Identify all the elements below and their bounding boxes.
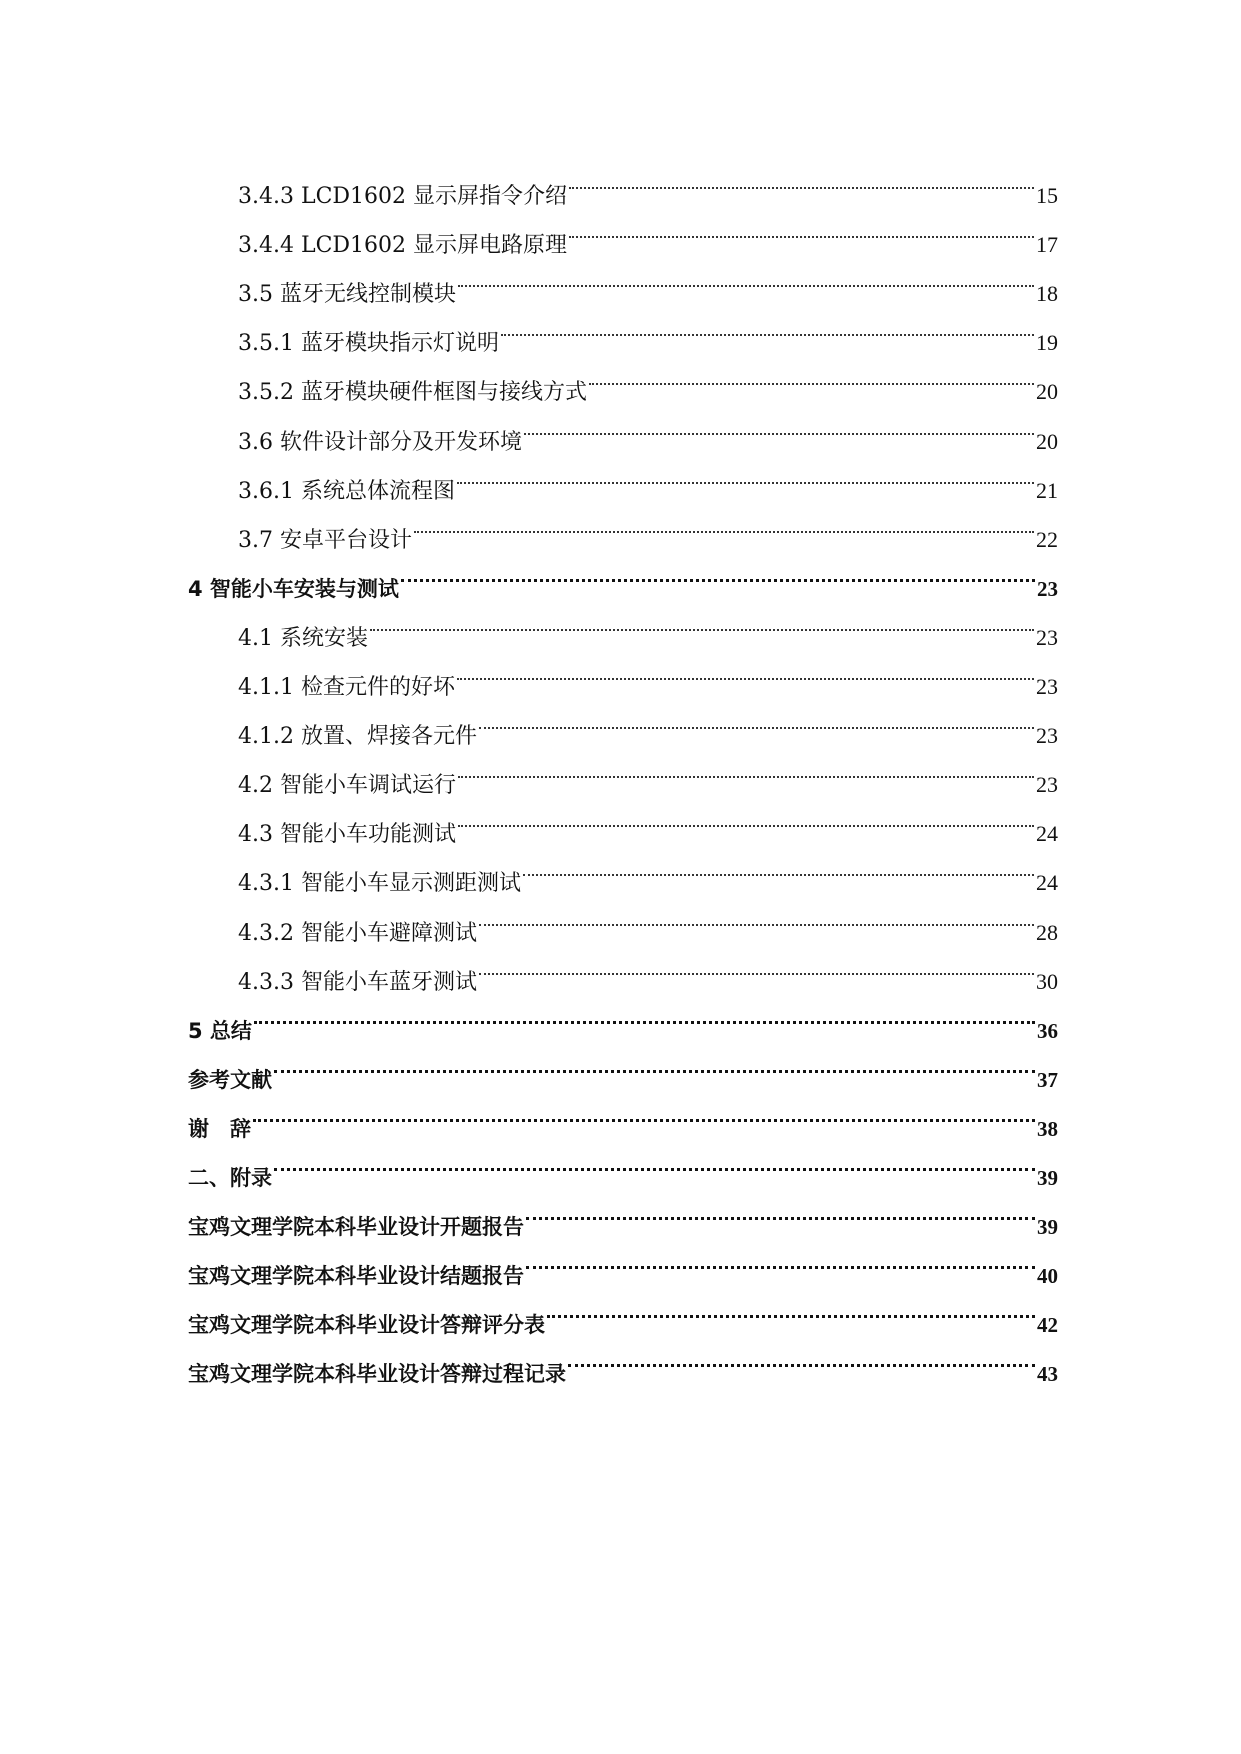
toc-dot-leader (589, 350, 1034, 399)
toc-entry-page-number: 17 (1036, 232, 1058, 258)
toc-entry-title: 3.7 安卓平台设计 (238, 527, 412, 553)
toc-dot-leader (254, 989, 1035, 1038)
toc-entry-title: 宝鸡文理学院本科毕业设计开题报告 (188, 1215, 524, 1240)
toc-dot-leader (274, 1038, 1035, 1087)
toc-entry-page-number: 28 (1036, 919, 1058, 945)
toc-entry-title: 4.1.1 检查元件的好坏 (238, 675, 455, 701)
toc-entry-title: 4.1.2 放置、焊接各元件 (238, 724, 477, 750)
toc-entry-page-number: 23 (1036, 624, 1058, 650)
toc-dot-leader (569, 154, 1034, 203)
toc-entry-page-number: 22 (1036, 526, 1058, 552)
toc-entry-page-number: 20 (1036, 379, 1058, 405)
toc-entry-title: 谢 辞 (188, 1116, 251, 1141)
toc-entry-page-number: 23 (1036, 674, 1058, 700)
toc-entry[interactable] (188, 1038, 1058, 1092)
toc-entry-page-number: 18 (1036, 281, 1058, 307)
toc-dot-leader (457, 645, 1034, 694)
toc-entry-title: 4.1 系统安装 (238, 625, 368, 651)
toc-dot-leader (479, 890, 1034, 939)
toc-entry-page-number: 20 (1036, 428, 1058, 454)
toc-dot-leader (370, 596, 1034, 645)
toc-entry[interactable] (188, 989, 1058, 1043)
toc-entry-page-number: 19 (1036, 330, 1058, 356)
toc-entry-title: 5 总结 (188, 1018, 252, 1043)
toc-entry-title: 3.5.2 蓝牙模块硬件框图与接线方式 (238, 380, 587, 406)
toc-entry-page-number: 43 (1037, 1362, 1058, 1387)
toc-entry-page-number: 39 (1037, 1215, 1058, 1240)
toc-dot-leader (457, 449, 1034, 498)
toc-entry-page-number: 30 (1036, 968, 1058, 994)
toc-dot-leader (526, 1185, 1035, 1234)
toc-entry-page-number: 23 (1036, 772, 1058, 798)
toc-entry-page-number: 24 (1036, 821, 1058, 847)
toc-entry[interactable] (188, 1087, 1058, 1141)
toc-entry-page-number: 23 (1037, 576, 1058, 601)
toc-dot-leader (458, 743, 1034, 792)
toc-dot-leader (479, 940, 1034, 989)
toc-entry-page-number: 40 (1037, 1264, 1058, 1289)
toc-entry-page-number: 39 (1037, 1165, 1058, 1190)
toc-entry-page-number: 37 (1037, 1067, 1058, 1092)
toc-entry-page-number: 23 (1036, 723, 1058, 749)
toc-entry-title: 参考文献 (188, 1067, 272, 1092)
toc-dot-leader (479, 694, 1034, 743)
toc-entry[interactable] (188, 1136, 1058, 1190)
toc-dot-leader (458, 252, 1034, 301)
toc-entry-title: 二、附录 (188, 1165, 272, 1190)
toc-entry-title: 宝鸡文理学院本科毕业设计答辩过程记录 (188, 1362, 566, 1387)
toc-dot-leader (568, 1332, 1035, 1381)
toc-entry-page-number: 36 (1037, 1018, 1058, 1043)
toc-dot-leader (524, 399, 1034, 448)
toc-entry-title: 宝鸡文理学院本科毕业设计结题报告 (188, 1264, 524, 1289)
toc-dot-leader (401, 547, 1035, 596)
toc-entry[interactable] (188, 1185, 1058, 1240)
toc-entry-title: 4.3 智能小车功能测试 (238, 822, 456, 848)
toc-entry-title: 宝鸡文理学院本科毕业设计答辩评分表 (188, 1313, 545, 1338)
toc-entry-page-number: 21 (1036, 477, 1058, 503)
toc-dot-leader (523, 841, 1034, 890)
toc-entry-title: 3.5.1 蓝牙模块指示灯说明 (238, 331, 499, 357)
toc-entry-title: 3.5 蓝牙无线控制模块 (238, 282, 456, 308)
toc-entry-page-number: 24 (1036, 870, 1058, 896)
toc-entry-title: 4.3.3 智能小车蓝牙测试 (238, 969, 477, 995)
toc-entry-title: 4 智能小车安装与测试 (188, 576, 399, 601)
toc-dot-leader (414, 498, 1034, 547)
toc-dot-leader (526, 1234, 1035, 1283)
toc-entry[interactable] (188, 154, 1058, 210)
toc-dot-leader (458, 792, 1034, 841)
toc-dot-leader (547, 1283, 1035, 1332)
toc-entry-title: 3.6 软件设计部分及开发环境 (238, 429, 522, 455)
toc-entry-title: 4.2 智能小车调试运行 (238, 773, 456, 799)
toc-dot-leader (501, 301, 1034, 350)
toc-entry-title: 3.4.4 LCD1602 显示屏电路原理 (238, 233, 568, 259)
toc-entry-page-number: 38 (1037, 1116, 1058, 1141)
toc-entry-page-number: 42 (1037, 1313, 1058, 1338)
toc-entry-title: 3.6.1 系统总体流程图 (238, 478, 455, 504)
table-of-contents (188, 154, 1058, 1387)
toc-entry-page-number: 15 (1036, 183, 1058, 209)
toc-dot-leader (274, 1136, 1035, 1185)
toc-entry-title: 4.3.2 智能小车避障测试 (238, 920, 477, 946)
toc-entry-title: 4.3.1 智能小车显示测距测试 (238, 871, 521, 897)
toc-entry-title: 3.4.3 LCD1602 显示屏指令介绍 (238, 184, 568, 210)
toc-dot-leader (253, 1087, 1035, 1136)
toc-dot-leader (569, 203, 1034, 252)
